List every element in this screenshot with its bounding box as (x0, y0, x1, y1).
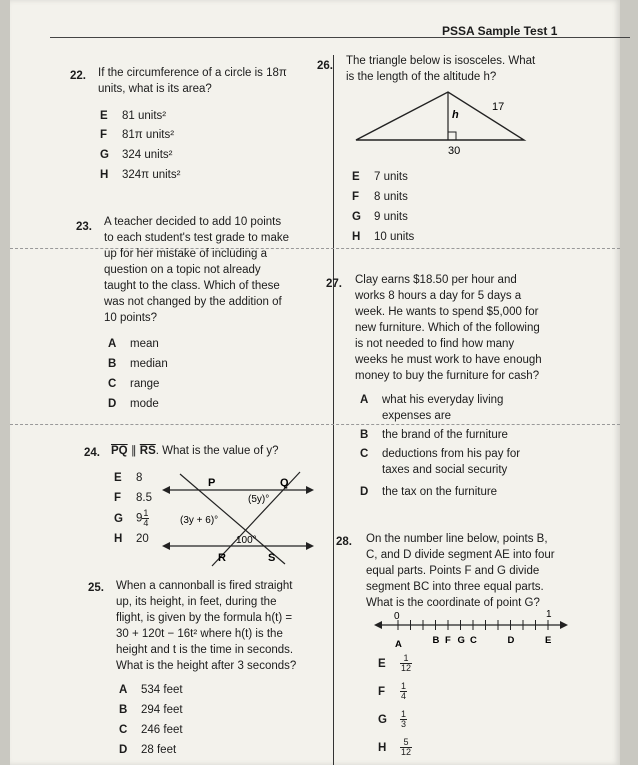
choice-letter: D (360, 486, 369, 498)
choice-text: 534 feet (141, 684, 183, 696)
arrowhead-icon (560, 621, 568, 629)
arrowhead-icon (162, 542, 170, 550)
choice-letter: H (352, 231, 361, 243)
question-stem (355, 272, 542, 384)
choice-text: 28 feet (141, 744, 177, 756)
answer-choice[interactable] (352, 229, 414, 245)
answer-choice[interactable] (114, 470, 142, 486)
stem-line: C, and D divide segment AE into four (366, 549, 555, 561)
answer-choice[interactable] (114, 509, 149, 528)
choice-letter: F (352, 191, 360, 203)
question-number: 26. (317, 60, 333, 72)
choice-letter: D (108, 398, 117, 410)
choice-text: 20 (136, 533, 149, 545)
stem-line: 30 + 120t − 16t² where h(t) is the (116, 628, 283, 640)
choice-text: 7 units (374, 171, 408, 183)
stem-line: was not changed by the addition of (104, 296, 282, 308)
answer-choice[interactable] (378, 654, 412, 673)
point-label: F (445, 635, 451, 646)
choice-letter: H (378, 741, 387, 754)
stem-line: works 8 hours a day for 5 days a (355, 290, 522, 302)
stem-line: new furniture. Which of the following (355, 322, 540, 334)
stem-line: segment BC into three equal parts. (366, 581, 544, 593)
number-line-figure (372, 607, 572, 653)
angle-100: 100° (236, 535, 257, 546)
choice-letter: B (119, 704, 128, 716)
question-number: 27. (326, 278, 342, 290)
choice-text: the tax on the furniture (382, 486, 498, 498)
answer-choice[interactable] (352, 209, 408, 225)
header-rule (50, 37, 630, 38)
label-zero: 0 (394, 611, 400, 622)
stem-line: The triangle below is isosceles. What (346, 55, 536, 67)
point-label: E (545, 635, 552, 646)
answer-choice[interactable] (378, 738, 412, 757)
choice-letter: C (108, 378, 117, 390)
stem-line: week. He wants to spend $5,000 for (355, 306, 539, 318)
stem-line: flight, is given by the formula h(t) = (116, 612, 293, 624)
triangle (356, 92, 524, 140)
angle-5y: (5y)° (248, 494, 270, 505)
test-page (10, 0, 620, 765)
fold-line (10, 248, 620, 249)
stem-text: . What is the value of y? (155, 445, 279, 457)
isosceles-triangle-figure (350, 88, 530, 158)
answer-choice[interactable] (100, 108, 166, 124)
right-angle-icon (448, 132, 456, 140)
choice-text: 8 (136, 472, 143, 484)
choice-letter: C (360, 448, 369, 460)
stem-line: A teacher decided to add 10 points (104, 216, 282, 228)
choice-text: 8 units (374, 191, 408, 203)
stem-line: When a cannonball is fired straight (116, 580, 293, 592)
angle-3y-plus-6: (3y + 6)° (180, 515, 219, 526)
answer-choice[interactable] (119, 722, 183, 738)
choice-letter: E (352, 171, 360, 183)
choice-letter: A (119, 684, 128, 696)
fold-line (10, 424, 620, 425)
label-p: P (208, 477, 216, 489)
answer-choice[interactable] (114, 490, 152, 506)
parallel-lines-figure (160, 466, 320, 571)
page-header: PSSA Sample Test 1 (442, 24, 558, 38)
choice-letter: G (378, 713, 387, 726)
label-one: 1 (546, 609, 552, 620)
stem-line: taught to the class. Which of these (104, 280, 280, 292)
choice-letter: B (360, 429, 369, 441)
answer-choice[interactable] (360, 446, 520, 478)
denominator: 4 (143, 518, 149, 528)
choice-letter: F (100, 129, 108, 141)
answer-choice[interactable] (352, 169, 408, 185)
question-number: 28. (336, 536, 352, 548)
choice-letter: C (119, 724, 128, 736)
question-stem (104, 214, 289, 326)
answer-choice[interactable] (360, 427, 508, 443)
stem-line: 10 points? (104, 312, 158, 324)
choice-text: mean (130, 338, 159, 350)
arrowhead-icon (162, 486, 170, 494)
fraction (400, 710, 407, 729)
column-divider (333, 55, 334, 765)
numerator: 1 (401, 681, 407, 691)
point-label: G (457, 635, 465, 646)
answer-choice[interactable] (100, 127, 174, 143)
stem-line: weeks he must work to have enough (355, 354, 542, 366)
stem-line: is the length of the altitude h? (346, 71, 497, 83)
choice-letter: E (114, 472, 122, 484)
answer-choice[interactable] (119, 702, 183, 718)
fraction (400, 738, 412, 757)
choice-text: 81 units² (122, 110, 167, 122)
point-labels (395, 635, 551, 650)
answer-choice[interactable] (119, 742, 176, 758)
choice-letter: F (378, 685, 386, 698)
choice-text: 8.5 (136, 492, 152, 504)
question-number: 25. (88, 582, 104, 594)
stem-line: up for her mistake of including a (104, 248, 268, 260)
point-label: D (507, 635, 515, 646)
label-h: h (452, 109, 459, 121)
stem-line: height and t is the time in seconds. (116, 644, 294, 656)
stem-line: equal parts. Points F and G divide (366, 565, 540, 577)
choice-letter: A (360, 394, 369, 406)
choice-letter: B (108, 358, 117, 370)
choice-text: taxes and social security (382, 464, 508, 476)
choice-letter: G (114, 512, 123, 525)
arrowhead-icon (374, 621, 382, 629)
stem-line: On the number line below, points B, (366, 533, 548, 545)
question-stem (346, 53, 535, 85)
choice-letter: F (114, 492, 122, 504)
choice-letter: G (100, 149, 109, 161)
label-s: S (268, 552, 276, 564)
label-r: R (218, 552, 226, 564)
choice-text: the brand of the furniture (382, 429, 508, 441)
answer-choice[interactable] (378, 682, 407, 701)
answer-choice[interactable] (108, 356, 168, 372)
stem-line: Clay earns $18.50 per hour and (355, 274, 517, 286)
numerator: 1 (400, 654, 412, 664)
question-stem (111, 443, 278, 459)
question-number: 23. (76, 221, 92, 233)
answer-choice[interactable] (108, 376, 159, 392)
numerator: 1 (401, 709, 407, 719)
point-label: C (470, 635, 477, 646)
denominator: 3 (401, 719, 407, 729)
choice-text: deductions from his pay for (382, 448, 521, 460)
choice-text: 324 units² (122, 149, 173, 161)
question-number: 22. (70, 70, 86, 82)
label-side: 17 (492, 101, 505, 113)
choice-letter: H (100, 169, 109, 181)
question-number: 24. (84, 447, 100, 459)
answer-choice[interactable] (378, 710, 407, 729)
stem-line: units, what is its area? (98, 83, 212, 95)
stem-line: to each student's test grade to make (104, 232, 290, 244)
choice-text: 324π units² (122, 169, 181, 181)
stem-line: up, its height, in feet, during the (116, 596, 277, 608)
choice-text: 294 feet (141, 704, 183, 716)
choice-text: what his everyday living (382, 394, 504, 406)
stem-line: What is the height after 3 seconds? (116, 660, 297, 672)
question-stem (366, 531, 555, 611)
choice-whole: 9 (136, 512, 143, 525)
choice-letter: G (352, 211, 361, 223)
fraction (400, 682, 407, 701)
answer-choice[interactable] (352, 189, 408, 205)
answer-choice[interactable] (108, 336, 159, 352)
choice-text: range (130, 378, 160, 390)
numerator: 5 (400, 738, 412, 748)
arrowhead-icon (306, 486, 314, 494)
question-stem (98, 65, 287, 97)
answer-choice[interactable] (100, 167, 180, 183)
choice-letter: D (119, 744, 128, 756)
fraction (400, 654, 412, 673)
answer-choice[interactable] (114, 531, 149, 547)
stem-line: What is the coordinate of point G? (366, 597, 540, 609)
choice-letter: H (114, 533, 123, 545)
choice-text: expenses are (382, 410, 452, 422)
numerator: 1 (143, 508, 149, 518)
choice-text: 10 units (374, 231, 415, 243)
denominator: 12 (401, 663, 412, 673)
denominator: 12 (401, 747, 412, 757)
choice-text: 81π units² (122, 129, 175, 141)
answer-choice[interactable] (360, 484, 497, 500)
label-q: Q (280, 477, 289, 489)
choice-text: 246 feet (141, 724, 183, 736)
answer-choice[interactable] (108, 396, 159, 412)
stem-line: question on a topic not already (104, 264, 261, 276)
stem-line: money to buy the furniture for cash? (355, 370, 540, 382)
choice-letter: A (108, 338, 117, 350)
question-stem (116, 578, 296, 674)
answer-choice[interactable] (360, 392, 503, 424)
segment-rs: $\overline{RS}$ (139, 445, 156, 457)
arrowhead-icon (306, 542, 314, 550)
fraction (142, 509, 149, 528)
parallel-symbol: ∥ (127, 445, 140, 457)
answer-choice[interactable] (100, 147, 173, 163)
choice-text: 9 units (374, 211, 408, 223)
point-label: A (395, 639, 402, 650)
denominator: 4 (401, 691, 407, 701)
label-base: 30 (448, 145, 461, 157)
answer-choice[interactable] (119, 682, 183, 698)
choice-letter: E (100, 110, 108, 122)
segment-pq: $\overline{PQ}$ (111, 445, 128, 457)
point-label: B (432, 635, 440, 646)
choice-text: mode (130, 398, 159, 410)
stem-line: If the circumference of a circle is 18π (98, 67, 287, 79)
stem-line: is not needed to find how many (355, 338, 515, 350)
choice-letter: E (378, 657, 386, 670)
choice-text: median (130, 358, 168, 370)
